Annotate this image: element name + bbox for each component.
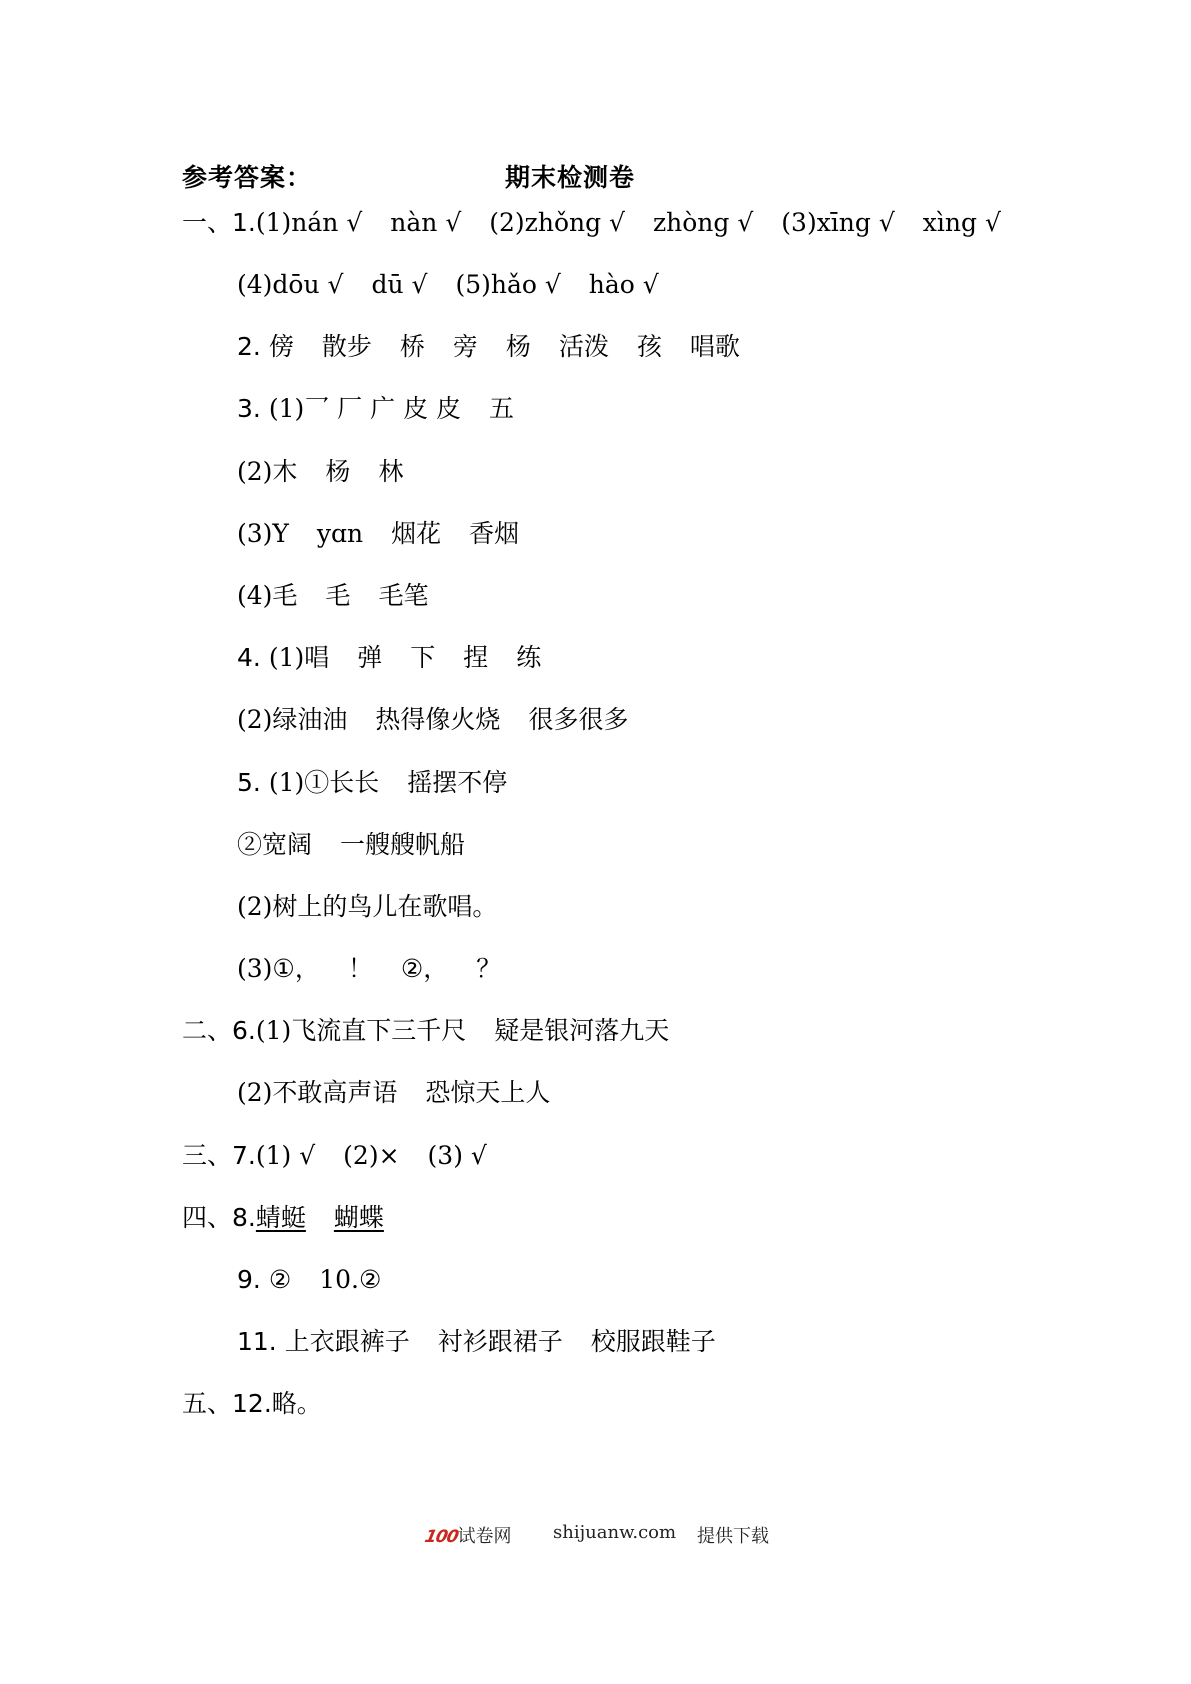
question-number: 12. xyxy=(232,1389,272,1418)
question-number: 1. xyxy=(232,208,256,237)
answer-item: (1)飞流直下三千尺 xyxy=(255,1016,467,1045)
answer-item: 校服跟鞋子 xyxy=(590,1327,716,1356)
answer-label: 参考答案： xyxy=(182,163,313,192)
answer-line xyxy=(237,1326,716,1358)
answer-line xyxy=(237,704,628,736)
question-number: 9. xyxy=(237,1265,269,1294)
answer-item: 旁 xyxy=(452,332,478,361)
answer-item: (2)不敢高声语 xyxy=(237,1078,398,1107)
answer-item: 唱歌 xyxy=(689,332,740,361)
answer-item: 孩 xyxy=(636,332,662,361)
answer-item: ②， xyxy=(400,954,449,983)
answer-item: 练 xyxy=(516,643,542,672)
question-number: 8. xyxy=(232,1203,256,1232)
answer-line xyxy=(182,1140,487,1172)
question-number: 5. xyxy=(237,768,269,797)
answer-item: 毛笔 xyxy=(378,581,429,610)
answer-item: 散步 xyxy=(321,332,372,361)
answer-item: 蜻蜓 xyxy=(255,1203,306,1232)
answer-header xyxy=(0,158,1191,198)
answer-line xyxy=(237,767,507,799)
answer-item: (5)hǎo √ xyxy=(455,270,561,299)
question-number: 4. xyxy=(237,643,269,672)
answer-item: 烟花 xyxy=(391,519,442,548)
answer-item: (2)zhǒng √ xyxy=(489,208,625,237)
answer-item: (1)①长长 xyxy=(268,768,380,797)
answer-item: 衬衫跟裙子 xyxy=(437,1327,563,1356)
answer-line xyxy=(237,953,501,985)
provide-download-text: 提供下载 xyxy=(697,1526,769,1547)
answer-item: (3)①， xyxy=(237,954,320,983)
answer-item: 弹 xyxy=(357,643,383,672)
answer-item: 下 xyxy=(410,643,436,672)
logo-mark: 100 xyxy=(422,1527,460,1547)
answer-item: 杨 xyxy=(505,332,531,361)
answer-line xyxy=(182,1202,384,1234)
answer-item: 毛 xyxy=(325,581,351,610)
answer-item: dū √ xyxy=(371,270,428,299)
section-number: 二、 xyxy=(182,1016,233,1045)
answer-item: ②宽阔 xyxy=(237,830,313,859)
answer-item: (4)毛 xyxy=(237,581,298,610)
answer-line xyxy=(237,518,519,550)
answer-line xyxy=(237,331,740,363)
answer-item: 疑是银河落九天 xyxy=(494,1016,670,1045)
answer-item: 桥 xyxy=(399,332,425,361)
answer-item: 五 xyxy=(489,394,515,423)
answer-line xyxy=(182,207,1001,239)
site-domain: shijuanw.com xyxy=(553,1522,677,1543)
section-number: 三、 xyxy=(182,1141,233,1170)
section-number: 四、 xyxy=(182,1203,233,1232)
answer-item: 热得像火烧 xyxy=(375,705,501,734)
answer-line xyxy=(237,1264,381,1296)
answer-item: (3)xīng √ xyxy=(781,208,895,237)
logo-text: 试卷网 xyxy=(457,1526,512,1547)
answer-line xyxy=(182,1015,669,1047)
question-number: 6. xyxy=(232,1016,256,1045)
answer-item: 一艘艘帆船 xyxy=(340,830,466,859)
answer-item: xìng √ xyxy=(922,208,1001,237)
answer-line xyxy=(237,642,541,674)
answer-item: ？ xyxy=(476,954,502,983)
answer-item: (3) √ xyxy=(427,1141,487,1170)
answer-item: 捏 xyxy=(463,643,489,672)
answer-item: (2)× xyxy=(343,1141,400,1170)
answer-item: nàn √ xyxy=(390,208,462,237)
question-number: 11. xyxy=(237,1327,285,1356)
answer-line xyxy=(237,269,659,301)
answer-item: (1)唱 xyxy=(268,643,330,672)
section-number: 五、 xyxy=(182,1389,233,1418)
answer-line xyxy=(237,580,428,612)
answer-item: (2)树上的鸟儿在歌唱。 xyxy=(237,892,498,921)
site-logo xyxy=(422,1522,512,1548)
answer-line xyxy=(182,1388,322,1420)
question-number: 2. xyxy=(237,332,269,361)
answer-item: 上衣跟裤子 xyxy=(284,1327,410,1356)
answer-item: 活泼 xyxy=(558,332,609,361)
answer-item: (4)dōu √ xyxy=(237,270,344,299)
answer-item: ！ xyxy=(347,954,373,983)
answer-item: ② xyxy=(268,1265,292,1294)
answer-item: (1)乛 厂 广 皮 皮 xyxy=(268,394,462,423)
answer-item: hào √ xyxy=(588,270,659,299)
answer-item: (3)Y xyxy=(237,519,289,548)
answer-item: 蝴蝶 xyxy=(333,1203,384,1232)
answer-item: 香烟 xyxy=(469,519,520,548)
answer-item: (1)nán √ xyxy=(255,208,363,237)
question-number: 3. xyxy=(237,394,269,423)
question-number: 7. xyxy=(232,1141,256,1170)
page-footer xyxy=(0,1522,1191,1552)
answer-item: 略。 xyxy=(271,1389,322,1418)
answer-item: 很多很多 xyxy=(528,705,629,734)
answer-line xyxy=(237,456,403,488)
answer-line xyxy=(237,393,514,425)
answer-line xyxy=(237,891,497,923)
section-number: 一、 xyxy=(182,208,233,237)
answer-item: (2)木 xyxy=(237,457,298,486)
answer-item: 傍 xyxy=(268,332,294,361)
answer-item: 林 xyxy=(378,457,404,486)
answer-item: 10.② xyxy=(319,1265,382,1294)
answer-item: 恐惊天上人 xyxy=(425,1078,551,1107)
answer-item: 摇摆不停 xyxy=(407,768,508,797)
answer-item: yɑn xyxy=(316,519,364,548)
answer-item: 杨 xyxy=(325,457,351,486)
answer-line xyxy=(237,1077,550,1109)
answer-item: zhòng √ xyxy=(652,208,754,237)
answer-line xyxy=(237,829,465,861)
exam-title: 期末检测卷 xyxy=(505,163,636,192)
answer-item: (2)绿油油 xyxy=(237,705,348,734)
answer-item: (1) √ xyxy=(255,1141,316,1170)
